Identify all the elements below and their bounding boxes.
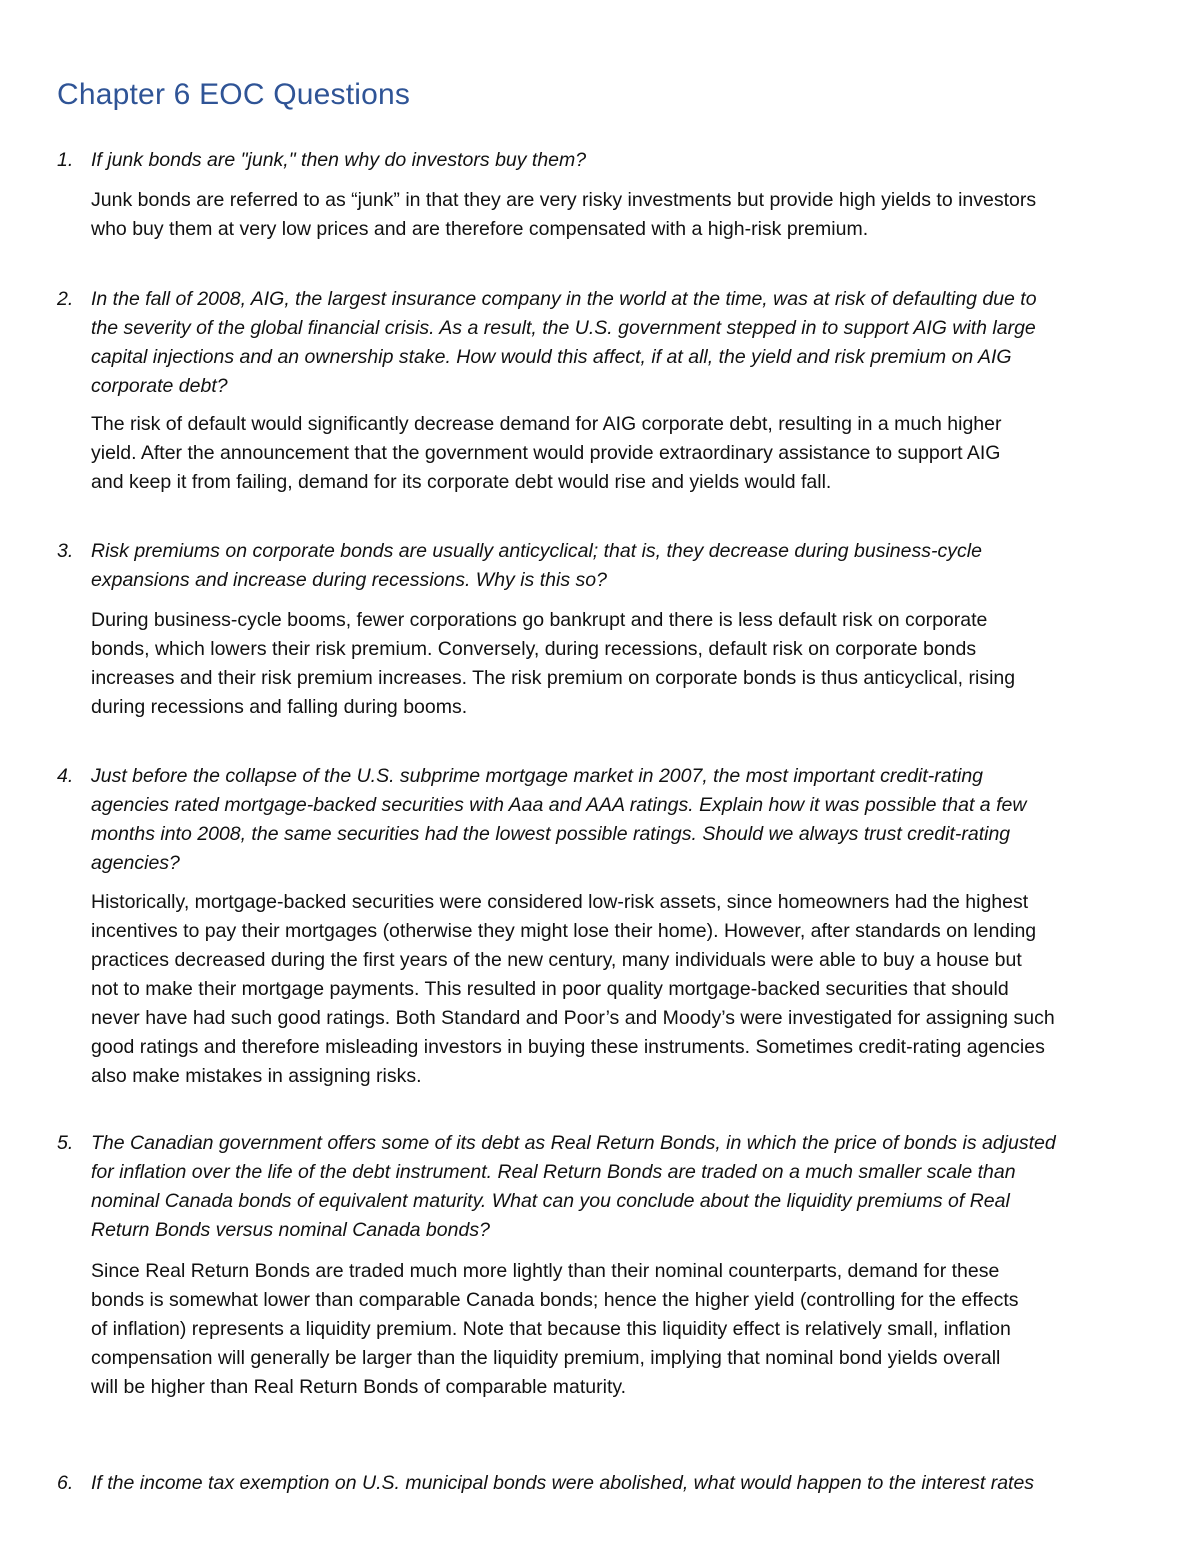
answer-text-5 <box>91 1257 1151 1402</box>
question-number: 3. <box>57 540 74 562</box>
answer-line: The risk of default would significantly decrease demand for AIG corporate debt, resulting in a much higher <box>91 413 1002 435</box>
answer-line: Junk bonds are referred to as “junk” in that they are very risky investments but provide high yields to investors <box>91 189 1037 211</box>
answer-line: who buy them at very low prices and are therefore compensated with a high-risk premium. <box>91 218 869 240</box>
question-line: Risk premiums on corporate bonds are usually anticyclical; that is, they decrease during business-cycle <box>91 540 982 562</box>
answer-text-3 <box>91 606 1151 722</box>
question-text <box>91 146 1141 175</box>
question-line: The Canadian government offers some of its debt as Real Return Bonds, in which the price of bonds is adjusted <box>91 1132 1056 1154</box>
question-line: nominal Canada bonds of equivalent maturity. What can you conclude about the liquidity premiums of Real <box>91 1190 1010 1212</box>
answer-line: During business-cycle booms, fewer corporations go bankrupt and there is less default risk on corporate <box>91 609 988 631</box>
answer-line: also make mistakes in assigning risks. <box>91 1065 422 1087</box>
question-line: for inflation over the life of the debt instrument. Real Return Bonds are traded on a much smaller scale than <box>91 1161 1016 1183</box>
question-number: 5. <box>57 1132 74 1154</box>
answer-text-1 <box>91 186 1151 244</box>
answer-line: never have had such good ratings. Both Standard and Poor’s and Moody’s were investigated for assigning such <box>91 1007 1055 1029</box>
answer-line: Historically, mortgage-backed securities were considered low-risk assets, since homeowners had the highest <box>91 891 1029 913</box>
answer-text-2 <box>91 410 1151 497</box>
answer-line: not to make their mortgage payments. This resulted in poor quality mortgage-backed securities that should <box>91 978 1009 1000</box>
question-line: Just before the collapse of the U.S. subprime mortgage market in 2007, the most important credit-rating <box>91 765 984 787</box>
answer-line: good ratings and therefore misleading investors in buying these instruments. Sometimes credit-rating agencies <box>91 1036 1045 1058</box>
answer-line: Since Real Return Bonds are traded much more lightly than their nominal counterparts, demand for these <box>91 1260 1000 1282</box>
question-number: 4. <box>57 765 74 787</box>
question-line: the severity of the global financial crisis. As a result, the U.S. government stepped in to support AIG with large <box>91 317 1036 339</box>
question-text <box>91 1469 1141 1498</box>
question-line: In the fall of 2008, AIG, the largest insurance company in the world at the time, was at risk of defaulting due to <box>91 288 1037 310</box>
question-line: agencies? <box>91 852 180 874</box>
answer-line: and keep it from failing, demand for its corporate debt would rise and yields would fall. <box>91 471 832 493</box>
answer-line: of inflation) represents a liquidity premium. Note that because this liquidity effect is relatively small, inflation <box>91 1318 1011 1340</box>
answer-line: compensation will generally be larger than the liquidity premium, implying that nominal bond yields overall <box>91 1347 1001 1369</box>
answer-line: increases and their risk premium increases. The risk premium on corporate bonds is thus anticyclical, rising <box>91 667 1016 689</box>
question-number: 6. <box>57 1472 74 1494</box>
answer-line: yield. After the announcement that the government would provide extraordinary assistance to support AIG <box>91 442 1001 464</box>
question-number: 1. <box>57 149 74 171</box>
question-line: agencies rated mortgage-backed securities with Aaa and AAA ratings. Explain how it was possible that a few <box>91 794 1027 816</box>
answer-line: bonds is somewhat lower than comparable Canada bonds; hence the higher yield (controlling for the effects <box>91 1289 1019 1311</box>
answer-line: bonds, which lowers their risk premium. Conversely, during recessions, default risk on corporate bonds <box>91 638 977 660</box>
question-number: 2. <box>57 288 74 310</box>
answer-text-4 <box>91 888 1151 1091</box>
answer-line: incentives to pay their mortgages (otherwise they might lose their home). However, after standards on lending <box>91 920 1037 942</box>
answer-line: practices decreased during the first years of the new century, many individuals were able to buy a house but <box>91 949 1022 971</box>
answer-line: will be higher than Real Return Bonds of comparable maturity. <box>91 1376 627 1398</box>
question-text <box>91 762 1141 878</box>
question-line: Return Bonds versus nominal Canada bonds? <box>91 1219 490 1241</box>
question-text <box>91 537 1141 595</box>
question-line: corporate debt? <box>91 375 228 397</box>
question-line: If the income tax exemption on U.S. municipal bonds were abolished, what would happen to the interest rates <box>91 1472 1035 1494</box>
question-line: capital injections and an ownership stake. How would this affect, if at all, the yield and risk premium on AIG <box>91 346 1012 368</box>
question-text <box>91 1129 1141 1245</box>
question-line: If junk bonds are "junk," then why do investors buy them? <box>91 149 587 171</box>
question-line: months into 2008, the same securities had the lowest possible ratings. Should we always trust credit-rating <box>91 823 1011 845</box>
answer-line: during recessions and falling during booms. <box>91 696 468 718</box>
question-text <box>91 285 1141 401</box>
page-title: Chapter 6 EOC Questions <box>57 78 411 111</box>
question-line: expansions and increase during recessions. Why is this so? <box>91 569 607 591</box>
